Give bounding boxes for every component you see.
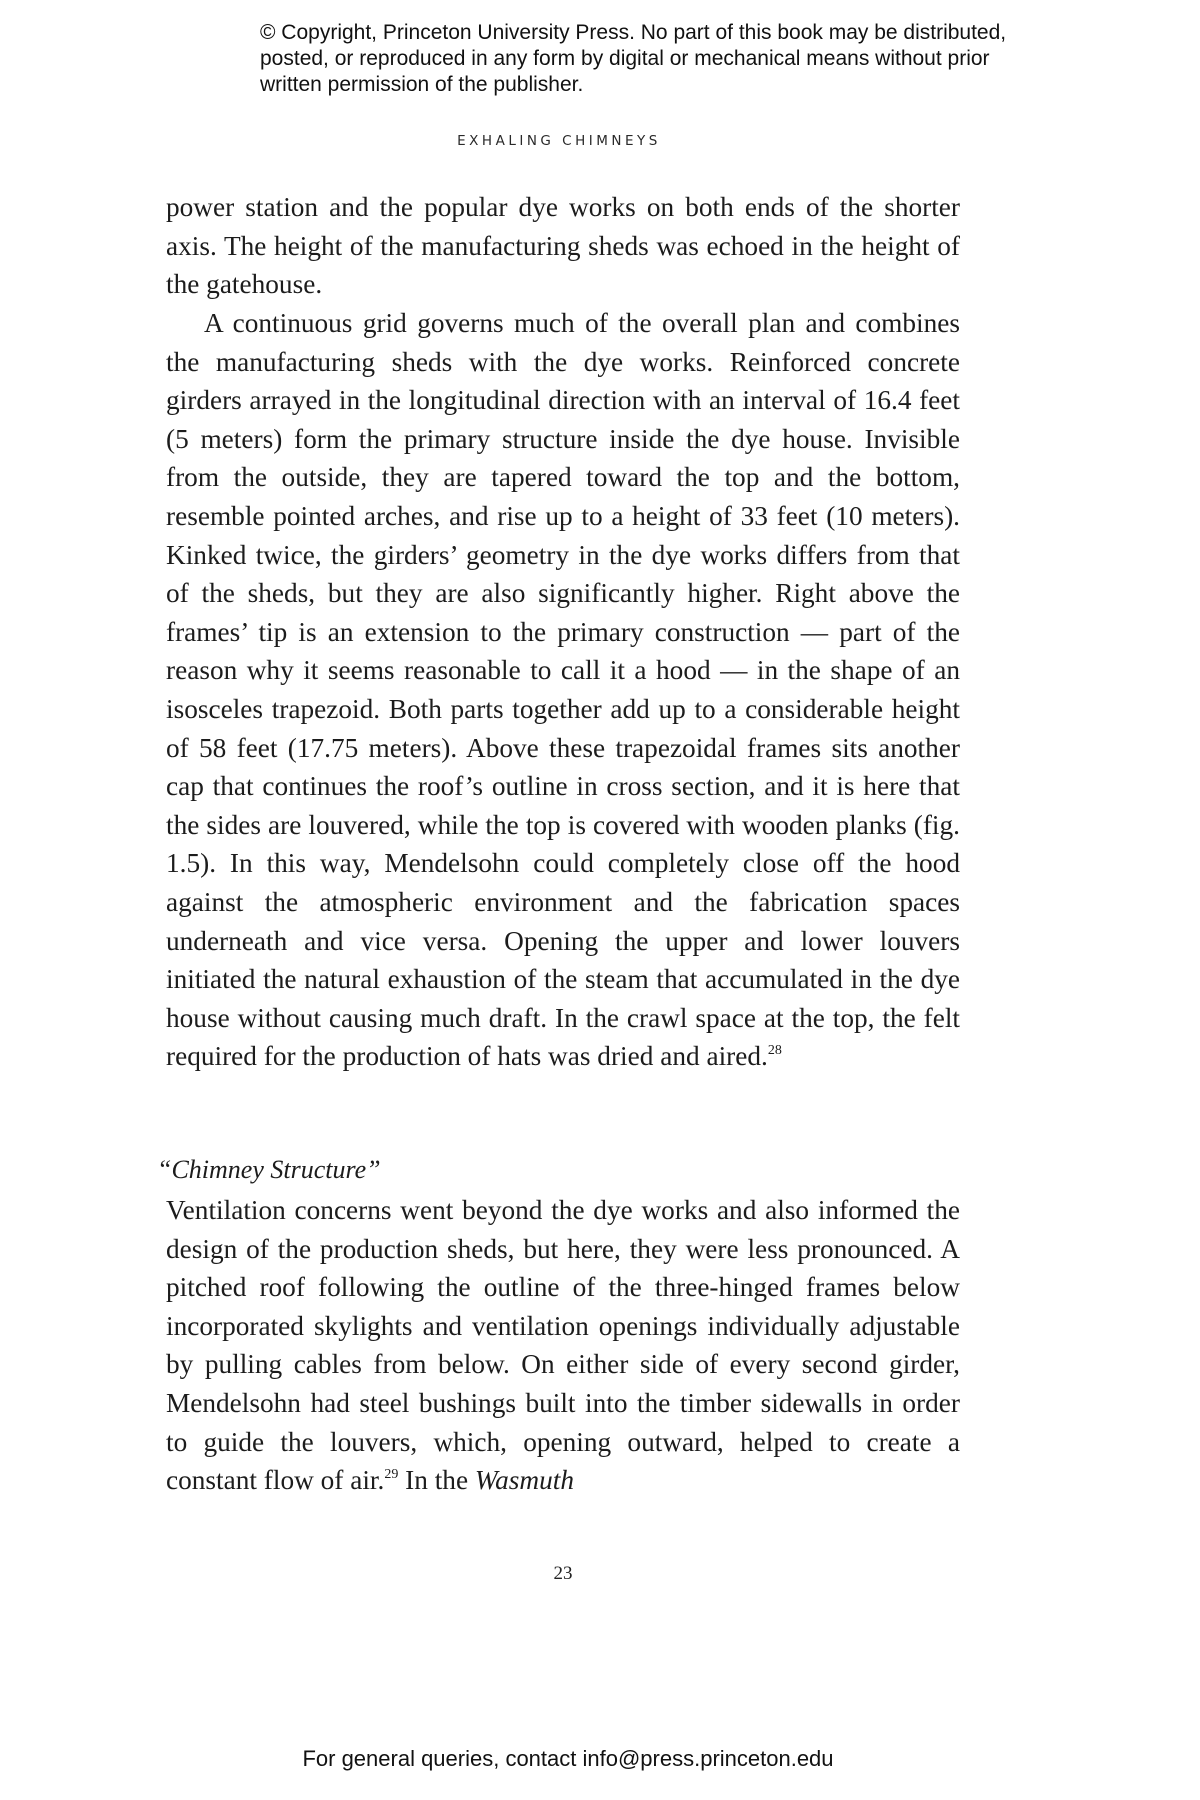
paragraph-text: Ventilation concerns went beyond the dye works and also informed the design of the production sheds, but here, they were less pronounced. A pitched roof following the outline of the three-hinged frames below incorporated skylights and ventilation openings individually adjustable by pulling cables from below. On either side of every second girder, Mendelsohn had steel bushings built into the timber sidewalls in order to guide the louvers, which, opening outward, helped to create a constant flow of air. (166, 1195, 960, 1496)
copyright-notice: © Copyright, Princeton University Press. No part of this book may be distributed, posted, or reproduced in any form by digital or mechanical means without prior written permission of the publisher. (260, 21, 1007, 96)
section-heading: “Chimney Structure” (157, 1155, 381, 1184)
italic-title: Wasmuth (474, 1465, 574, 1496)
footer-contact: For general queries, contact info@press.princeton.edu (302, 1746, 834, 1771)
footnote-ref-28[interactable]: 28 (767, 1043, 782, 1059)
running-head: EXHALING CHIMNEYS (457, 133, 661, 149)
paragraph-grid (166, 304, 960, 1076)
footnote-ref-29[interactable]: 29 (384, 1467, 399, 1483)
paragraph-text: power station and the popular dye works on both ends of the shorter axis. The height of the manufacturing sheds was echoed in the height of the gatehouse. (166, 192, 960, 300)
paragraph-ventilation (166, 1191, 960, 1500)
page-number: 23 (553, 1563, 573, 1584)
paragraph-continuation (166, 188, 960, 304)
paragraph-text: A continuous grid governs much of the overall plan and combines the manufacturing sheds with the dye works. Reinforced concrete girders arrayed in the longitudinal direction with an interval of 16.4 feet (5 meters) form the primary structure inside the dye house. Invisible from the outside, they are tapered toward the top and the bottom, resemble pointed arches, and rise up to a height of 33 feet (10 meters). Kinked twice, the girders’ geometry in the dye works differs from that of the sheds, but they are also significantly higher. Right above the frames’ tip is an extension to the primary construction — part of the reason why it seems reasonable to call it a hood — in the shape of an isosceles trapezoid. Both parts together add up to a considerable height of 58 feet (17.75 meters). Above these trapezoidal frames sits another cap that continues the roof’s outline in cross section, and it is here that the sides are louvered, while the top is covered with wooden planks (fig. 1.5). In this way, Mendelsohn could completely close off the hood against the atmospheric environment and the fabrication spaces underneath and vice versa. Opening the upper and lower louvers initiated the natural exhaustion of the steam that accumulated in the dye house without causing much draft. In the crawl space at the top, the felt required for the production of hats was dried and aired. (166, 308, 960, 1072)
paragraph-text-tail: In the (398, 1465, 475, 1496)
